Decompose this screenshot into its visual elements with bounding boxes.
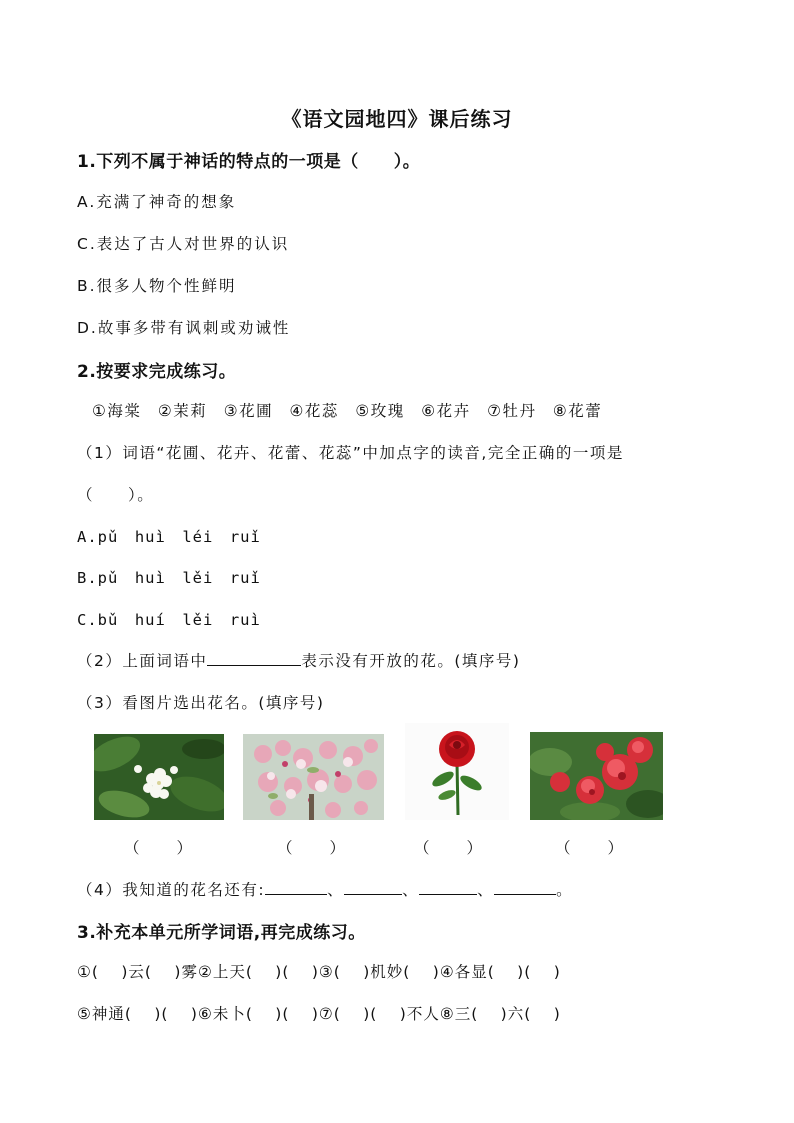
separator: 、 <box>477 881 495 899</box>
crabapple-photo <box>243 734 384 820</box>
peony-photo <box>530 732 663 820</box>
word-6: ⑥花卉 <box>421 402 471 420</box>
q2-sub2-after: 表示没有开放的花。(填序号) <box>301 652 521 670</box>
q3-idiom-line-1: ①( )云( )雾②上天( )( )③( )机妙( )④各显( )( ) <box>77 963 561 981</box>
q2-sub1-option-b: B.pǔ huì lěi ruǐ <box>77 569 261 587</box>
rose-answer-blank[interactable]: （ ） <box>414 839 485 857</box>
separator: 、 <box>402 881 420 899</box>
word-7: ⑦牡丹 <box>487 402 537 420</box>
question-3-stem: 3.补充本单元所学词语,再完成练习。 <box>77 923 366 943</box>
word-5: ⑤玫瑰 <box>355 402 405 420</box>
q2-sub2 <box>77 649 520 671</box>
q2-sub1-answer-blank: （ ）。 <box>77 486 155 504</box>
separator: 、 <box>327 881 345 899</box>
q1-option-b: B.很多人物个性鲜明 <box>77 277 237 295</box>
q2-sub3: （3）看图片选出花名。(填序号) <box>77 694 325 712</box>
flower-name-blank-1[interactable] <box>265 894 327 895</box>
q2-sub1-option-a: A.pǔ huì léi ruǐ <box>77 528 261 546</box>
flower-name-blank-4[interactable] <box>494 894 556 895</box>
q1-option-a: A.充满了神奇的想象 <box>77 193 237 211</box>
q2-sub2-blank[interactable] <box>207 665 301 666</box>
question-1-stem: 1.下列不属于神话的特点的一项是（ ）。 <box>77 152 421 172</box>
flower-name-blank-3[interactable] <box>419 894 477 895</box>
word-1: ①海棠 <box>92 402 142 420</box>
peony-answer-blank[interactable]: （ ） <box>555 839 626 857</box>
flower-name-blank-2[interactable] <box>344 894 402 895</box>
crabapple-answer-blank[interactable]: （ ） <box>277 839 348 857</box>
flower-word-list <box>92 399 612 421</box>
page-title: 《语文园地四》课后练习 <box>281 107 513 131</box>
word-3: ③花圃 <box>223 402 274 420</box>
word-2: ②茉莉 <box>157 402 208 420</box>
q1-option-c: C.表达了古人对世界的认识 <box>77 235 290 253</box>
q2-sub1-prompt: （1）词语“花圃、花卉、花蕾、花蕊”中加点字的读音,完全正确的一项是 <box>77 444 624 462</box>
end-mark: 。 <box>556 881 574 899</box>
word-4: ④花蕊 <box>289 402 339 420</box>
q2-sub4-label: （4）我知道的花名还有: <box>77 881 266 899</box>
q2-sub2-before: （2）上面词语中 <box>77 652 208 670</box>
rose-photo <box>405 723 509 820</box>
word-8: ⑧花蕾 <box>552 402 603 420</box>
jasmine-photo <box>94 734 224 820</box>
q2-sub1-option-c: C.bǔ huí lěi ruì <box>77 611 261 629</box>
q2-sub4 <box>77 878 573 900</box>
jasmine-answer-blank[interactable]: （ ） <box>124 839 195 857</box>
q1-option-d: D.故事多带有讽刺或劝诫性 <box>77 319 291 337</box>
q3-idiom-line-2: ⑤神通( )( )⑥未卜( )( )⑦( )( )不人⑧三( )六( ) <box>77 1005 561 1023</box>
question-2-stem: 2.按要求完成练习。 <box>77 362 237 382</box>
